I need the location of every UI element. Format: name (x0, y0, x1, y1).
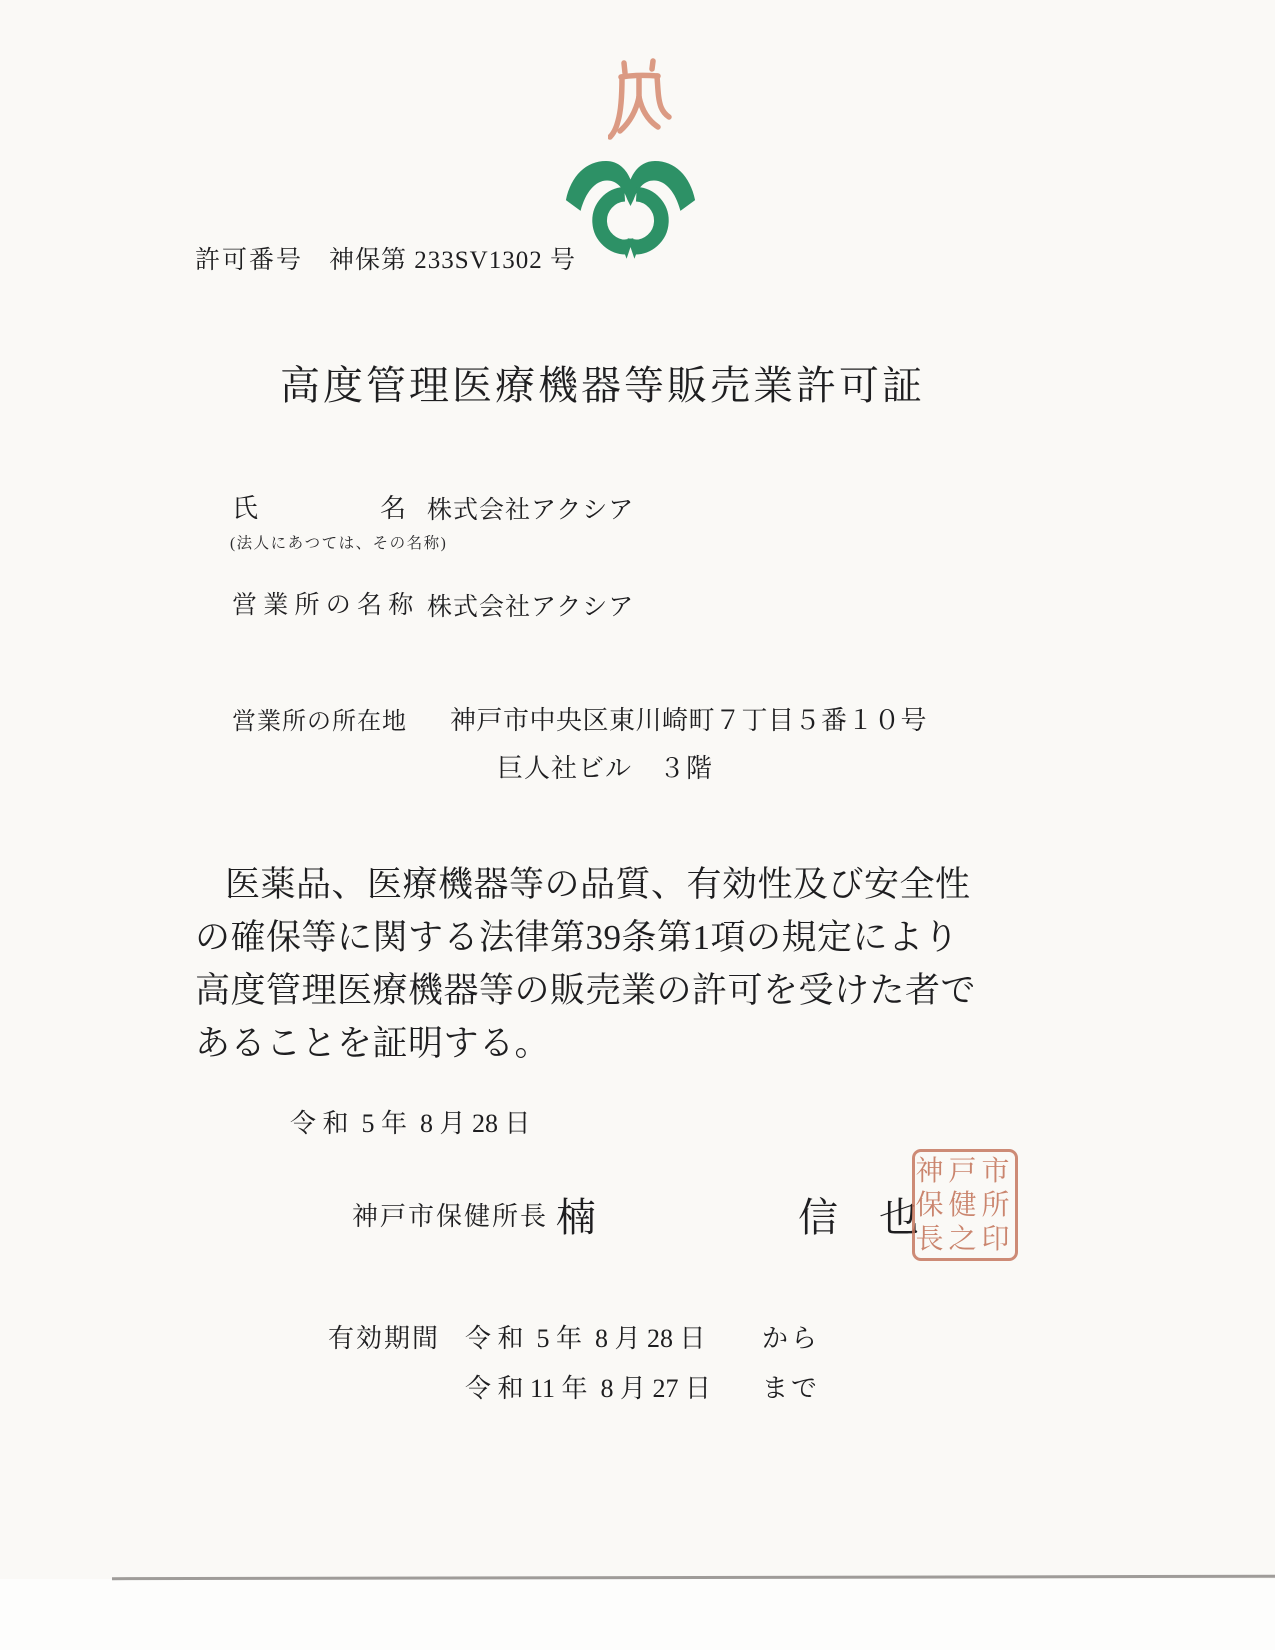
issuer-title: 神戸市保健所長 (352, 1202, 549, 1231)
issue-date: 令 和 5 年 8 月 28 日 (290, 1109, 531, 1138)
body-line: あることを証明する。 (195, 1024, 551, 1063)
office-address-value: 神戸市中央区東川崎町７丁目５番１０号 (450, 706, 928, 735)
official-seal (912, 1149, 1018, 1261)
name-label-first: 氏 (232, 494, 259, 523)
name-field-label (232, 488, 406, 525)
name-label-second: 名 (379, 494, 406, 523)
seal-row: 神戸市 (915, 1156, 1015, 1187)
validity-to-date: 令 和 11 年 8 月 27 日 (465, 1374, 712, 1403)
seal-row: 長之印 (915, 1224, 1015, 1255)
kobe-city-emblem-icon (562, 148, 699, 261)
permit-number-line (195, 240, 576, 276)
office-address-building: 巨人社ビル ３階 (497, 754, 714, 783)
permit-number-value: 神保第 233SV1302 号 (329, 247, 576, 274)
validity-to-suffix: まで (762, 1374, 821, 1403)
validity-from-suffix: から (762, 1324, 821, 1353)
office-name-label: 営 業 所 の 名 称 (232, 592, 414, 619)
issuer-name-char: 楠 (556, 1195, 596, 1240)
red-stamp-icon (608, 58, 674, 140)
body-line: 高度管理医療機器等の販売業の許可を受けた者で (195, 971, 977, 1010)
validity-label: 有効期間 (328, 1324, 441, 1353)
seal-row: 保健所 (915, 1190, 1015, 1221)
issuer-name-char: 信 (798, 1195, 838, 1240)
name-field-value: 株式会社アクシア (427, 497, 635, 524)
certification-body (195, 858, 1007, 1070)
validity-from-date: 令 和 5 年 8 月 28 日 (465, 1324, 706, 1353)
corporate-name-note: (法人にあつては、その名称) (230, 535, 448, 552)
scanner-background (0, 1579, 1275, 1650)
body-line: の確保等に関する法律第39条第1項の規定により (195, 918, 960, 957)
office-address-label: 営業所の所在地 (232, 709, 407, 735)
body-line: 医薬品、医療機器等の品質、有効性及び安全性 (225, 865, 971, 904)
office-name-value: 株式会社アクシア (427, 594, 635, 621)
permit-number-label: 許可番号 (195, 247, 304, 274)
certificate-title: 高度管理医療機器等販売業許可証 (280, 363, 925, 408)
issuer-name-char: 也 (879, 1195, 919, 1240)
